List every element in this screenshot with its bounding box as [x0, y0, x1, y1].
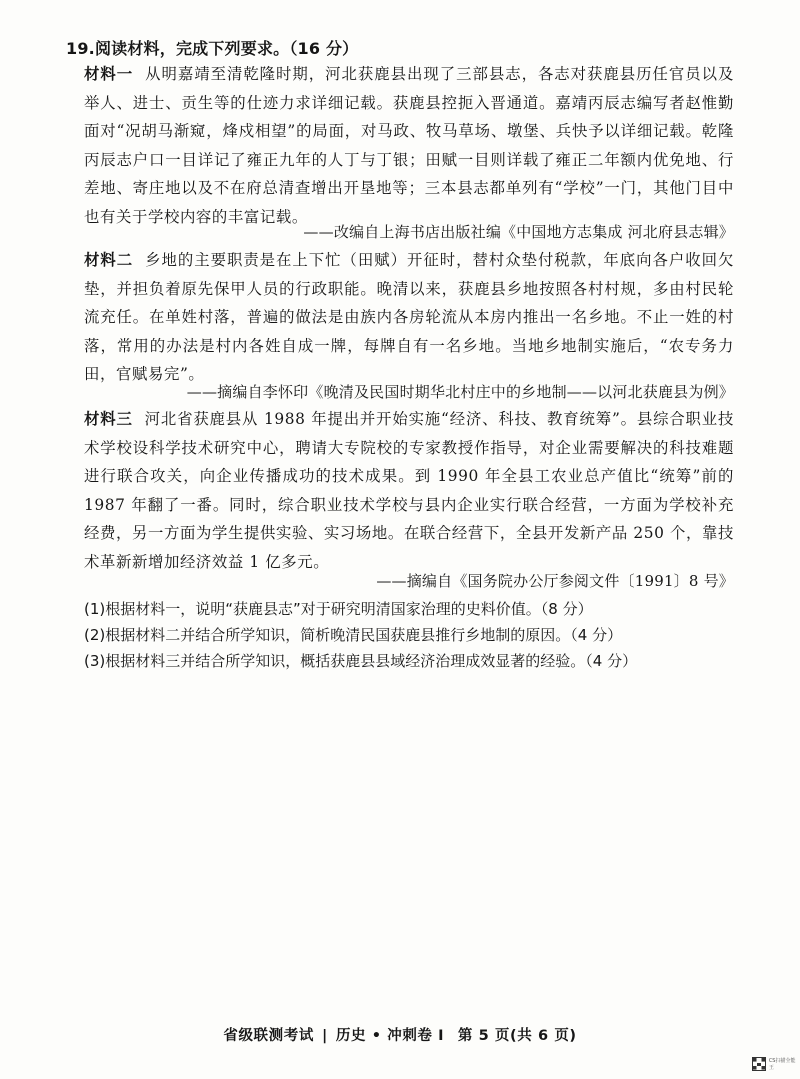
footer-subject: 历史 • 冲刺卷 Ⅰ — [335, 1028, 445, 1044]
sub-question-1: (1)根据材料一，说明“获鹿县志”对于研究明清国家治理的史料价值。（8 分） — [84, 600, 593, 618]
page-footer — [0, 1024, 800, 1045]
material-1-source: ——改编自上海书店出版社编《中国地方志集成 河北府县志辑》 — [303, 223, 734, 241]
footer-separator: | — [321, 1028, 328, 1044]
material-2-label: 材料二 — [84, 251, 134, 269]
qr-code-icon — [752, 1057, 766, 1071]
material-3-label: 材料三 — [84, 410, 133, 428]
material-3 — [84, 405, 734, 577]
watermark-text: CS扫描全能王 — [768, 1058, 796, 1071]
material-3-source: ——摘编自《国务院办公厅参阅文件〔1991〕8 号》 — [376, 572, 734, 590]
material-1-label: 材料一 — [84, 65, 134, 83]
footer-page: 第 5 页(共 6 页) — [457, 1028, 577, 1044]
sub-question-3: (3)根据材料三并结合所学知识，概括获鹿县县域经济治理成效显著的经验。（4 分） — [84, 652, 638, 670]
material-2-text: 乡地的主要职责是在上下忙（田赋）开征时，替村众垫付税款，年底向各户收回欠垫，并担负着原先保甲人员的行政职能。晚清以来，获鹿县乡地按照各村村规，多由村民轮流充任。在单姓村落，普遍的做法是由族内各房轮流从本房内推出一名乡地。不止一姓的村落，常用的办法是村内各姓自成一牌，每牌自有一名乡地。当地乡地制实施后，“农专务力田，官赋易完”。 — [84, 251, 734, 384]
material-1-text: 从明嘉靖至清乾隆时期，河北获鹿县出现了三部县志，各志对获鹿县历任官员以及举人、进士、贡生等的仕迹力求详细记载。获鹿县控扼入晋通道。嘉靖丙辰志编写者赵惟勤面对“况胡马渐窥，烽戍相望”的局面，对马政、牧马草场、墩堡、兵快予以详细记载。乾隆丙辰志户口一目详记了雍正九年的人丁与丁银；田赋一目则详载了雍正二年额内优免地、行差地、寄庄地以及不在府总清查增出开垦地等；三本县志都单列有“学校”一门，其他门目中也有关于学校内容的丰富记载。 — [84, 65, 734, 226]
scanner-watermark — [752, 1057, 800, 1071]
material-2 — [84, 246, 734, 389]
sub-question-2: (2)根据材料二并结合所学知识，简析晚清民国获鹿县推行乡地制的原因。（4 分） — [84, 626, 623, 644]
material-3-text: 河北省获鹿县从 1988 年提出并开始实施“经济、科技、教育统筹”。县综合职业技术学校设科学技术研究中心，聘请大专院校的专家教授作指导，对企业需要解决的科技难题进行联合攻关，向企业传播成功的技术成果。到 1990 年全县工农业总产值比“统筹”前的 1987 年翻了一番。同时，综合职业技术学校与县内企业实行联合经营，一方面为学校补充经费，另一方面为学生提供实验、实习场地。在联合经营下，全县开发新产品 250 个，靠技术革新新增加经济效益 1 亿多元。 — [84, 410, 734, 571]
material-2-source: ——摘编自李怀印《晚清及民国时期华北村庄中的乡地制——以河北获鹿县为例》 — [186, 383, 734, 401]
question-title: 19.阅读材料，完成下列要求。（16 分） — [66, 39, 359, 58]
footer-exam: 省级联测考试 — [223, 1028, 314, 1044]
material-1 — [84, 60, 734, 232]
